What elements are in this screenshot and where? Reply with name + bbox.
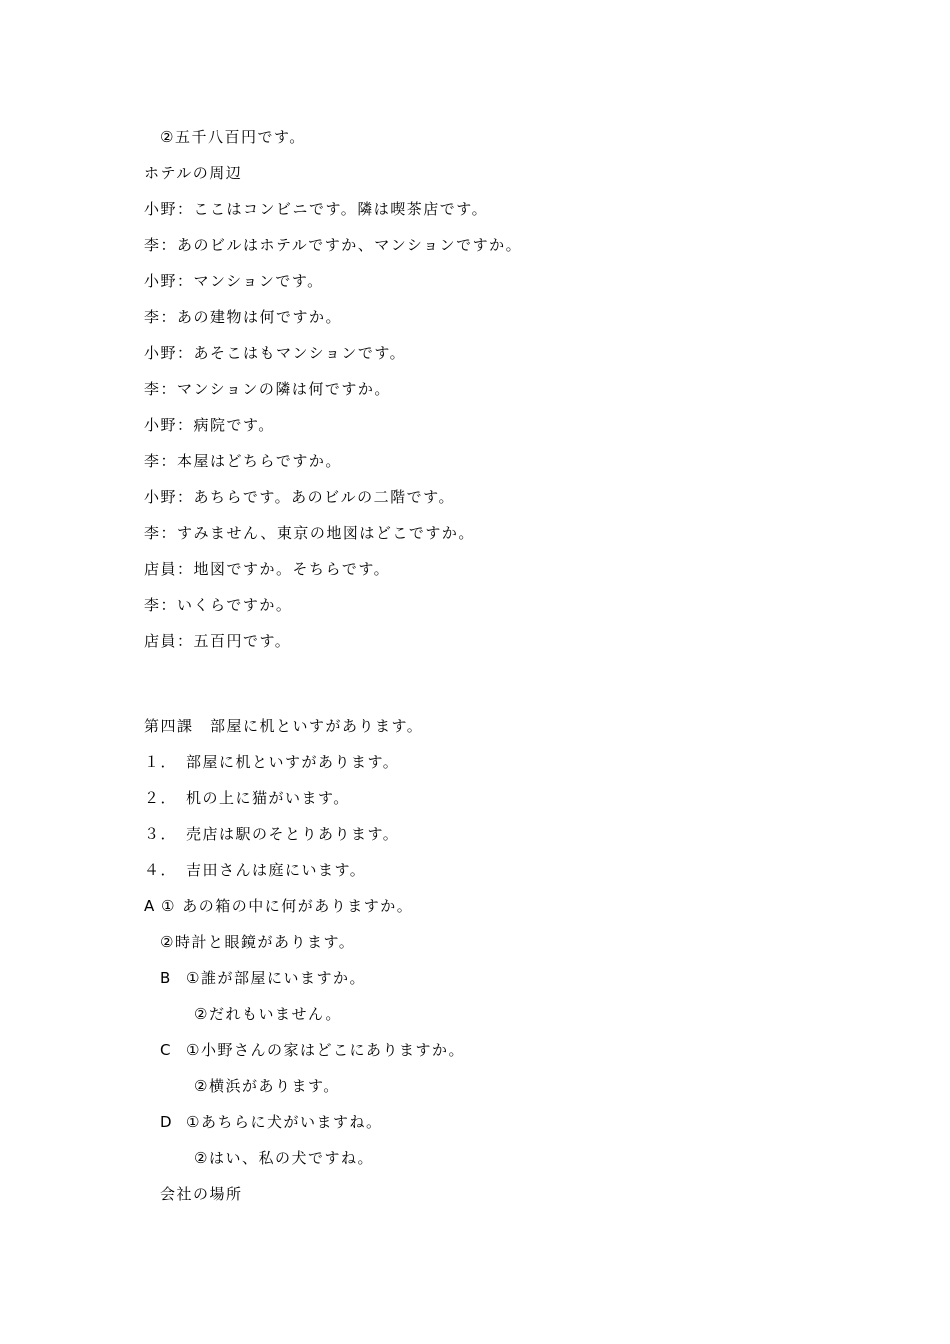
dialogue-line: 李：本屋はどちらですか。	[144, 452, 342, 470]
exercise-answer: ②はい、私の犬ですね。	[194, 1149, 374, 1167]
dialogue-line: 店員：五百円です。	[144, 632, 292, 650]
dialogue-line: 李：マンションの隣は何ですか。	[144, 380, 391, 398]
exercise-question: ①あちらに犬がいますね。	[186, 1113, 383, 1131]
dialogue-line: 李：あのビルはホテルですか、マンションですか。	[144, 236, 523, 254]
item-number: １．	[144, 753, 178, 771]
dialogue-line: 李：あの建物は何ですか。	[144, 308, 343, 326]
exercise-label: A	[144, 897, 156, 915]
dialogue-line: 小野：あちらです。あのビルの二階です。	[144, 488, 455, 506]
numbered-item	[144, 824, 399, 844]
exercise-answer: ②横浜があります。	[194, 1077, 340, 1095]
exercise-d-question	[160, 1112, 382, 1132]
section-heading: ホテルの周辺	[144, 164, 243, 182]
item-number: ３．	[144, 825, 178, 843]
exercise-question: ① あの箱の中に何がありますか。	[161, 897, 414, 915]
dialogue-line: 店員：地図ですか。そちらです。	[144, 560, 391, 578]
exercise-label: D	[160, 1113, 174, 1131]
exercise-label: B	[160, 969, 172, 987]
item-text: 部屋に机といすがあります。	[186, 753, 400, 771]
exercise-question: ①小野さんの家はどこにありますか。	[186, 1041, 465, 1059]
dialogue-line: 小野：マンションです。	[144, 272, 324, 290]
section-heading: 会社の場所	[160, 1185, 243, 1203]
dialogue-line: 李：すみません、東京の地図はどこですか。	[144, 524, 475, 542]
dialogue-line: 小野：あそこはもマンションです。	[144, 344, 407, 362]
exercise-a-question	[144, 896, 413, 916]
exercise-b-question	[160, 968, 366, 988]
dialogue-line: 小野：病院です。	[144, 416, 275, 434]
exercise-label: C	[160, 1041, 172, 1059]
numbered-item	[144, 788, 350, 808]
item-number: ２．	[144, 789, 178, 807]
answer-line: ②五千八百円です。	[160, 128, 306, 146]
numbered-item	[144, 752, 399, 772]
numbered-item	[144, 860, 366, 880]
exercise-answer: ②だれもいません。	[194, 1005, 342, 1023]
item-number: ４．	[144, 861, 178, 879]
exercise-c-question	[160, 1040, 465, 1060]
item-text: 吉田さんは庭にいます。	[186, 861, 367, 879]
lesson-title: 第四課 部屋に机といすがあります。	[144, 717, 424, 735]
exercise-answer: ②時計と眼鏡があります。	[160, 933, 356, 951]
item-text: 売店は駅のそとりあります。	[186, 825, 400, 843]
exercise-question: ①誰が部屋にいますか。	[186, 969, 366, 987]
dialogue-line: 小野：ここはコンビニです。隣は喫茶店です。	[144, 200, 489, 218]
dialogue-line: 李：いくらですか。	[144, 596, 293, 614]
item-text: 机の上に猫がいます。	[186, 789, 350, 807]
